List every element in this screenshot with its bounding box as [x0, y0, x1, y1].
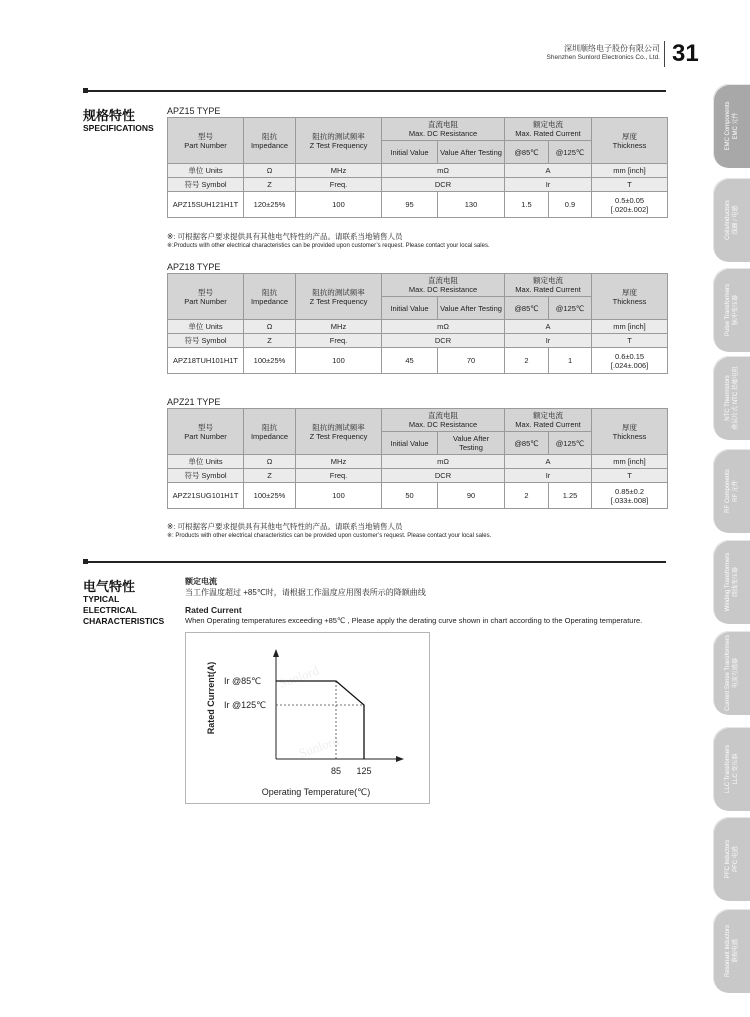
tab-label — [719, 909, 745, 993]
tab-label — [719, 84, 745, 168]
y-tick-label-85: Ir @85℃ — [224, 676, 262, 686]
symbol-label: 符号 Symbol — [168, 469, 244, 483]
rated-current-text-en: When Operating temperatures exceeding +85℃ , Please apply the derating curve shown in chart according to the Operating temperature. — [185, 616, 643, 625]
header-rated-current: 额定电流 Max. Rated Current — [505, 118, 592, 141]
y-tick-label-125: Ir @125℃ — [224, 700, 267, 710]
y-axis-title: Rated Current(A) — [206, 661, 216, 735]
cell-ir-125: 1.25 — [549, 483, 592, 509]
rated-current-title-en: Rated Current — [185, 605, 242, 615]
symbol-dcr: DCR — [382, 178, 505, 192]
unit-current: A — [505, 320, 592, 334]
cell-ir-85: 2 — [505, 348, 549, 374]
tab-label-cn: 脉冲变压器 — [733, 295, 739, 326]
symbol-frequency: Freq. — [296, 334, 382, 348]
cell-dcr-after: 70 — [438, 348, 505, 374]
tab-pfc[interactable] — [713, 817, 750, 901]
spec-table-apz18 — [167, 273, 668, 374]
symbol-current: Ir — [505, 469, 592, 483]
tab-label — [719, 817, 745, 901]
unit-current: A — [505, 164, 592, 178]
section-rule — [86, 561, 666, 563]
cell-part-number: APZ21SUG101H1T — [168, 483, 244, 509]
tab-label-cn: 叠层片式 NTC 热敏电阻 — [733, 366, 739, 430]
specs-title-cn: 规格特性 — [83, 108, 136, 123]
cell-dcr-after: 130 — [438, 192, 505, 218]
rated-current-text-cn: 当工作温度超过 +85℃时，请根据工作温度应用图表所示的降额曲线 — [185, 588, 426, 597]
specs-title-en: SPECIFICATIONS — [83, 123, 154, 133]
tab-label — [719, 178, 745, 262]
symbol-label: 符号 Symbol — [168, 178, 244, 192]
note-cn-2: ※: 可根据客户要求提供具有其他电气特性的产品。请联系当地销售人员 — [167, 522, 403, 531]
symbol-thickness: T — [592, 178, 668, 192]
spec-table-apz21 — [167, 408, 668, 509]
unit-thickness: mm [inch] — [592, 455, 668, 469]
symbol-impedance: Z — [244, 334, 296, 348]
tab-label-cn: 电流互感器 — [733, 658, 739, 689]
company-name-en: Shenzhen Sunlord Electronics Co., Ltd. — [546, 54, 660, 61]
derating-chart — [185, 632, 430, 804]
tab-label-cn: LLC 变压器 — [733, 753, 739, 785]
note-en-1: ※:Products with other electrical characteristics can be provided upon customer’s request. Please contact your local sales. — [167, 243, 490, 249]
header-value-after-testing: Value After Testing — [438, 297, 505, 320]
cell-impedance: 100±25% — [244, 483, 296, 509]
electrical-title-cn: 电气特性 — [83, 579, 136, 594]
cell-thickness: 0.5±0.05 [.020±.002] — [592, 192, 668, 218]
cell-ir-85: 1.5 — [505, 192, 549, 218]
tab-label-en: Winding Transformers — [725, 552, 731, 612]
tab-label-en: Current Sense Transformers — [725, 635, 731, 711]
cell-dcr-initial: 95 — [382, 192, 438, 218]
header-dc-resistance: 直流电阻 Max. DC Resistance — [382, 274, 505, 297]
tab-label-en: Pulse Transformers — [725, 283, 731, 337]
type-title-apz18: APZ18 TYPE — [167, 262, 221, 272]
cell-dcr-initial: 45 — [382, 348, 438, 374]
watermark-text: Sunlord — [276, 662, 321, 691]
header-at-125: @125℃ — [549, 432, 592, 455]
x-tick-label-125: 125 — [356, 766, 372, 776]
header-initial-value: Initial Value — [382, 432, 438, 455]
cell-frequency: 100 — [296, 192, 382, 218]
unit-thickness: mm [inch] — [592, 164, 668, 178]
symbol-thickness: T — [592, 334, 668, 348]
note-cn-1: ※: 可根据客户要求提供具有其他电气特性的产品。请联系当地销售人员 — [167, 232, 403, 241]
table-row — [168, 348, 668, 374]
tab-label — [719, 268, 745, 352]
header-test-frequency: 阻抗的测试频率 Z Test Frequency — [296, 409, 382, 455]
unit-frequency: MHz — [296, 455, 382, 469]
tab-label-cn: 谐振电感 — [733, 939, 739, 964]
electrical-title-en-3: CHARACTERISTICS — [83, 616, 165, 626]
unit-dcr: mΩ — [382, 320, 505, 334]
x-axis-title: Operating Temperature(℃) — [261, 787, 371, 797]
header-impedance: 阻抗 Impedance — [244, 118, 296, 164]
note-en-2: ※: Products with other electrical characteristics can be provided upon customer’s request. Please contact your local sales. — [167, 533, 492, 539]
x-axis-arrow-icon — [396, 756, 404, 762]
rated-current-title-cn: 额定电流 — [185, 577, 217, 586]
tab-label-cn: PFC 电感 — [733, 846, 739, 872]
unit-impedance: Ω — [244, 320, 296, 334]
symbol-impedance: Z — [244, 469, 296, 483]
tab-label-en: PFC Inductors — [725, 839, 731, 879]
unit-frequency: MHz — [296, 320, 382, 334]
tab-resonant[interactable] — [713, 909, 750, 993]
tab-label-cn: EMC 元件 — [733, 112, 739, 140]
header-part-number: 型号 Part Number — [168, 118, 244, 164]
units-label: 单位 Units — [168, 320, 244, 334]
company-name-cn: 深圳顺络电子股份有限公司 — [564, 44, 660, 53]
tab-label-en: NTC Thermistors — [725, 375, 731, 421]
header-rated-current: 额定电流 Max. Rated Current — [505, 274, 592, 297]
tab-label-en: LLC Transformers — [725, 745, 731, 794]
header-initial-value: Initial Value — [382, 141, 438, 164]
cell-ir-125: 0.9 — [549, 192, 592, 218]
header-part-number: 型号 Part Number — [168, 274, 244, 320]
symbol-current: Ir — [505, 178, 592, 192]
cell-dcr-after: 90 — [438, 483, 505, 509]
electrical-title-en-1: TYPICAL — [83, 594, 120, 604]
header-at-85: @85℃ — [505, 141, 549, 164]
symbol-dcr: DCR — [382, 469, 505, 483]
watermark-text: Sunlord — [296, 732, 341, 761]
tab-label — [719, 449, 745, 533]
symbol-label: 符号 Symbol — [168, 334, 244, 348]
unit-dcr: mΩ — [382, 455, 505, 469]
tab-coils[interactable] — [713, 178, 750, 262]
cell-impedance: 120±25% — [244, 192, 296, 218]
cell-part-number: APZ15SUH121H1T — [168, 192, 244, 218]
header-at-125: @125℃ — [549, 297, 592, 320]
unit-impedance: Ω — [244, 164, 296, 178]
symbol-frequency: Freq. — [296, 469, 382, 483]
cell-impedance: 100±25% — [244, 348, 296, 374]
unit-current: A — [505, 455, 592, 469]
type-title-apz21: APZ21 TYPE — [167, 397, 221, 407]
cell-thickness: 0.85±0.2 [.033±.008] — [592, 483, 668, 509]
cell-dcr-initial: 50 — [382, 483, 438, 509]
electrical-title-en-2: ELECTRICAL — [83, 605, 137, 615]
header-impedance: 阻抗 Impedance — [244, 274, 296, 320]
derating-chart-svg — [186, 633, 429, 803]
unit-impedance: Ω — [244, 455, 296, 469]
spec-table-apz15 — [167, 117, 668, 218]
header-impedance: 阻抗 Impedance — [244, 409, 296, 455]
tab-llc[interactable] — [713, 727, 750, 811]
cell-ir-125: 1 — [549, 348, 592, 374]
tab-label — [719, 727, 745, 811]
table-row — [168, 192, 668, 218]
tab-label-en: Coils/Inductors — [725, 200, 731, 240]
cell-thickness: 0.6±0.15 [.024±.006] — [592, 348, 668, 374]
header-dc-resistance: 直流电阻 Max. DC Resistance — [382, 409, 505, 432]
cell-ir-85: 2 — [505, 483, 549, 509]
cell-part-number: APZ18TUH101H1T — [168, 348, 244, 374]
y-axis-arrow-icon — [273, 649, 279, 657]
header-divider — [664, 41, 665, 67]
x-tick-label-85: 85 — [330, 766, 342, 776]
tab-label-en: RF Components — [725, 469, 731, 513]
tab-label-cn: 线圈 / 电感 — [733, 205, 739, 235]
header-test-frequency: 阻抗的测试频率 Z Test Frequency — [296, 118, 382, 164]
tab-label-cn: RF 元件 — [733, 480, 739, 502]
header-at-85: @85℃ — [505, 432, 549, 455]
tab-label — [719, 356, 745, 440]
header-test-frequency: 阻抗的测试频率 Z Test Frequency — [296, 274, 382, 320]
tab-label-cn: 绕线变压器 — [733, 567, 739, 598]
header-value-after-testing: Value After Testing — [438, 141, 505, 164]
tab-emc[interactable] — [713, 84, 750, 168]
symbol-current: Ir — [505, 334, 592, 348]
symbol-impedance: Z — [244, 178, 296, 192]
header-at-125: @125℃ — [549, 141, 592, 164]
table-row — [168, 483, 668, 509]
header-rated-current: 额定电流 Max. Rated Current — [505, 409, 592, 432]
header-part-number: 型号 Part Number — [168, 409, 244, 455]
units-label: 单位 Units — [168, 164, 244, 178]
header-value-after-testing: Value After Testing — [438, 432, 505, 455]
units-label: 单位 Units — [168, 455, 244, 469]
symbol-frequency: Freq. — [296, 178, 382, 192]
tab-rf[interactable] — [713, 449, 750, 533]
header-thickness: 厚度 Thickness — [592, 409, 668, 455]
header-initial-value: Initial Value — [382, 297, 438, 320]
header-thickness: 厚度 Thickness — [592, 274, 668, 320]
type-title-apz15: APZ15 TYPE — [167, 106, 221, 116]
page-number: 31 — [672, 40, 699, 67]
tab-label — [719, 540, 745, 624]
tab-label — [719, 631, 745, 715]
tab-label-en: Resonant Inductors — [725, 924, 731, 978]
header-dc-resistance: 直流电阻 Max. DC Resistance — [382, 118, 505, 141]
tab-ntc[interactable] — [713, 356, 750, 440]
tab-winding[interactable] — [713, 540, 750, 624]
tab-current-sense[interactable] — [713, 631, 750, 715]
symbol-dcr: DCR — [382, 334, 505, 348]
symbol-thickness: T — [592, 469, 668, 483]
header-at-85: @85℃ — [505, 297, 549, 320]
section-rule — [86, 90, 666, 92]
cell-frequency: 100 — [296, 483, 382, 509]
header-thickness: 厚度 Thickness — [592, 118, 668, 164]
unit-dcr: mΩ — [382, 164, 505, 178]
tab-pulse[interactable] — [713, 268, 750, 352]
unit-frequency: MHz — [296, 164, 382, 178]
cell-frequency: 100 — [296, 348, 382, 374]
tab-label-en: EMC Components — [725, 101, 731, 151]
unit-thickness: mm [inch] — [592, 320, 668, 334]
